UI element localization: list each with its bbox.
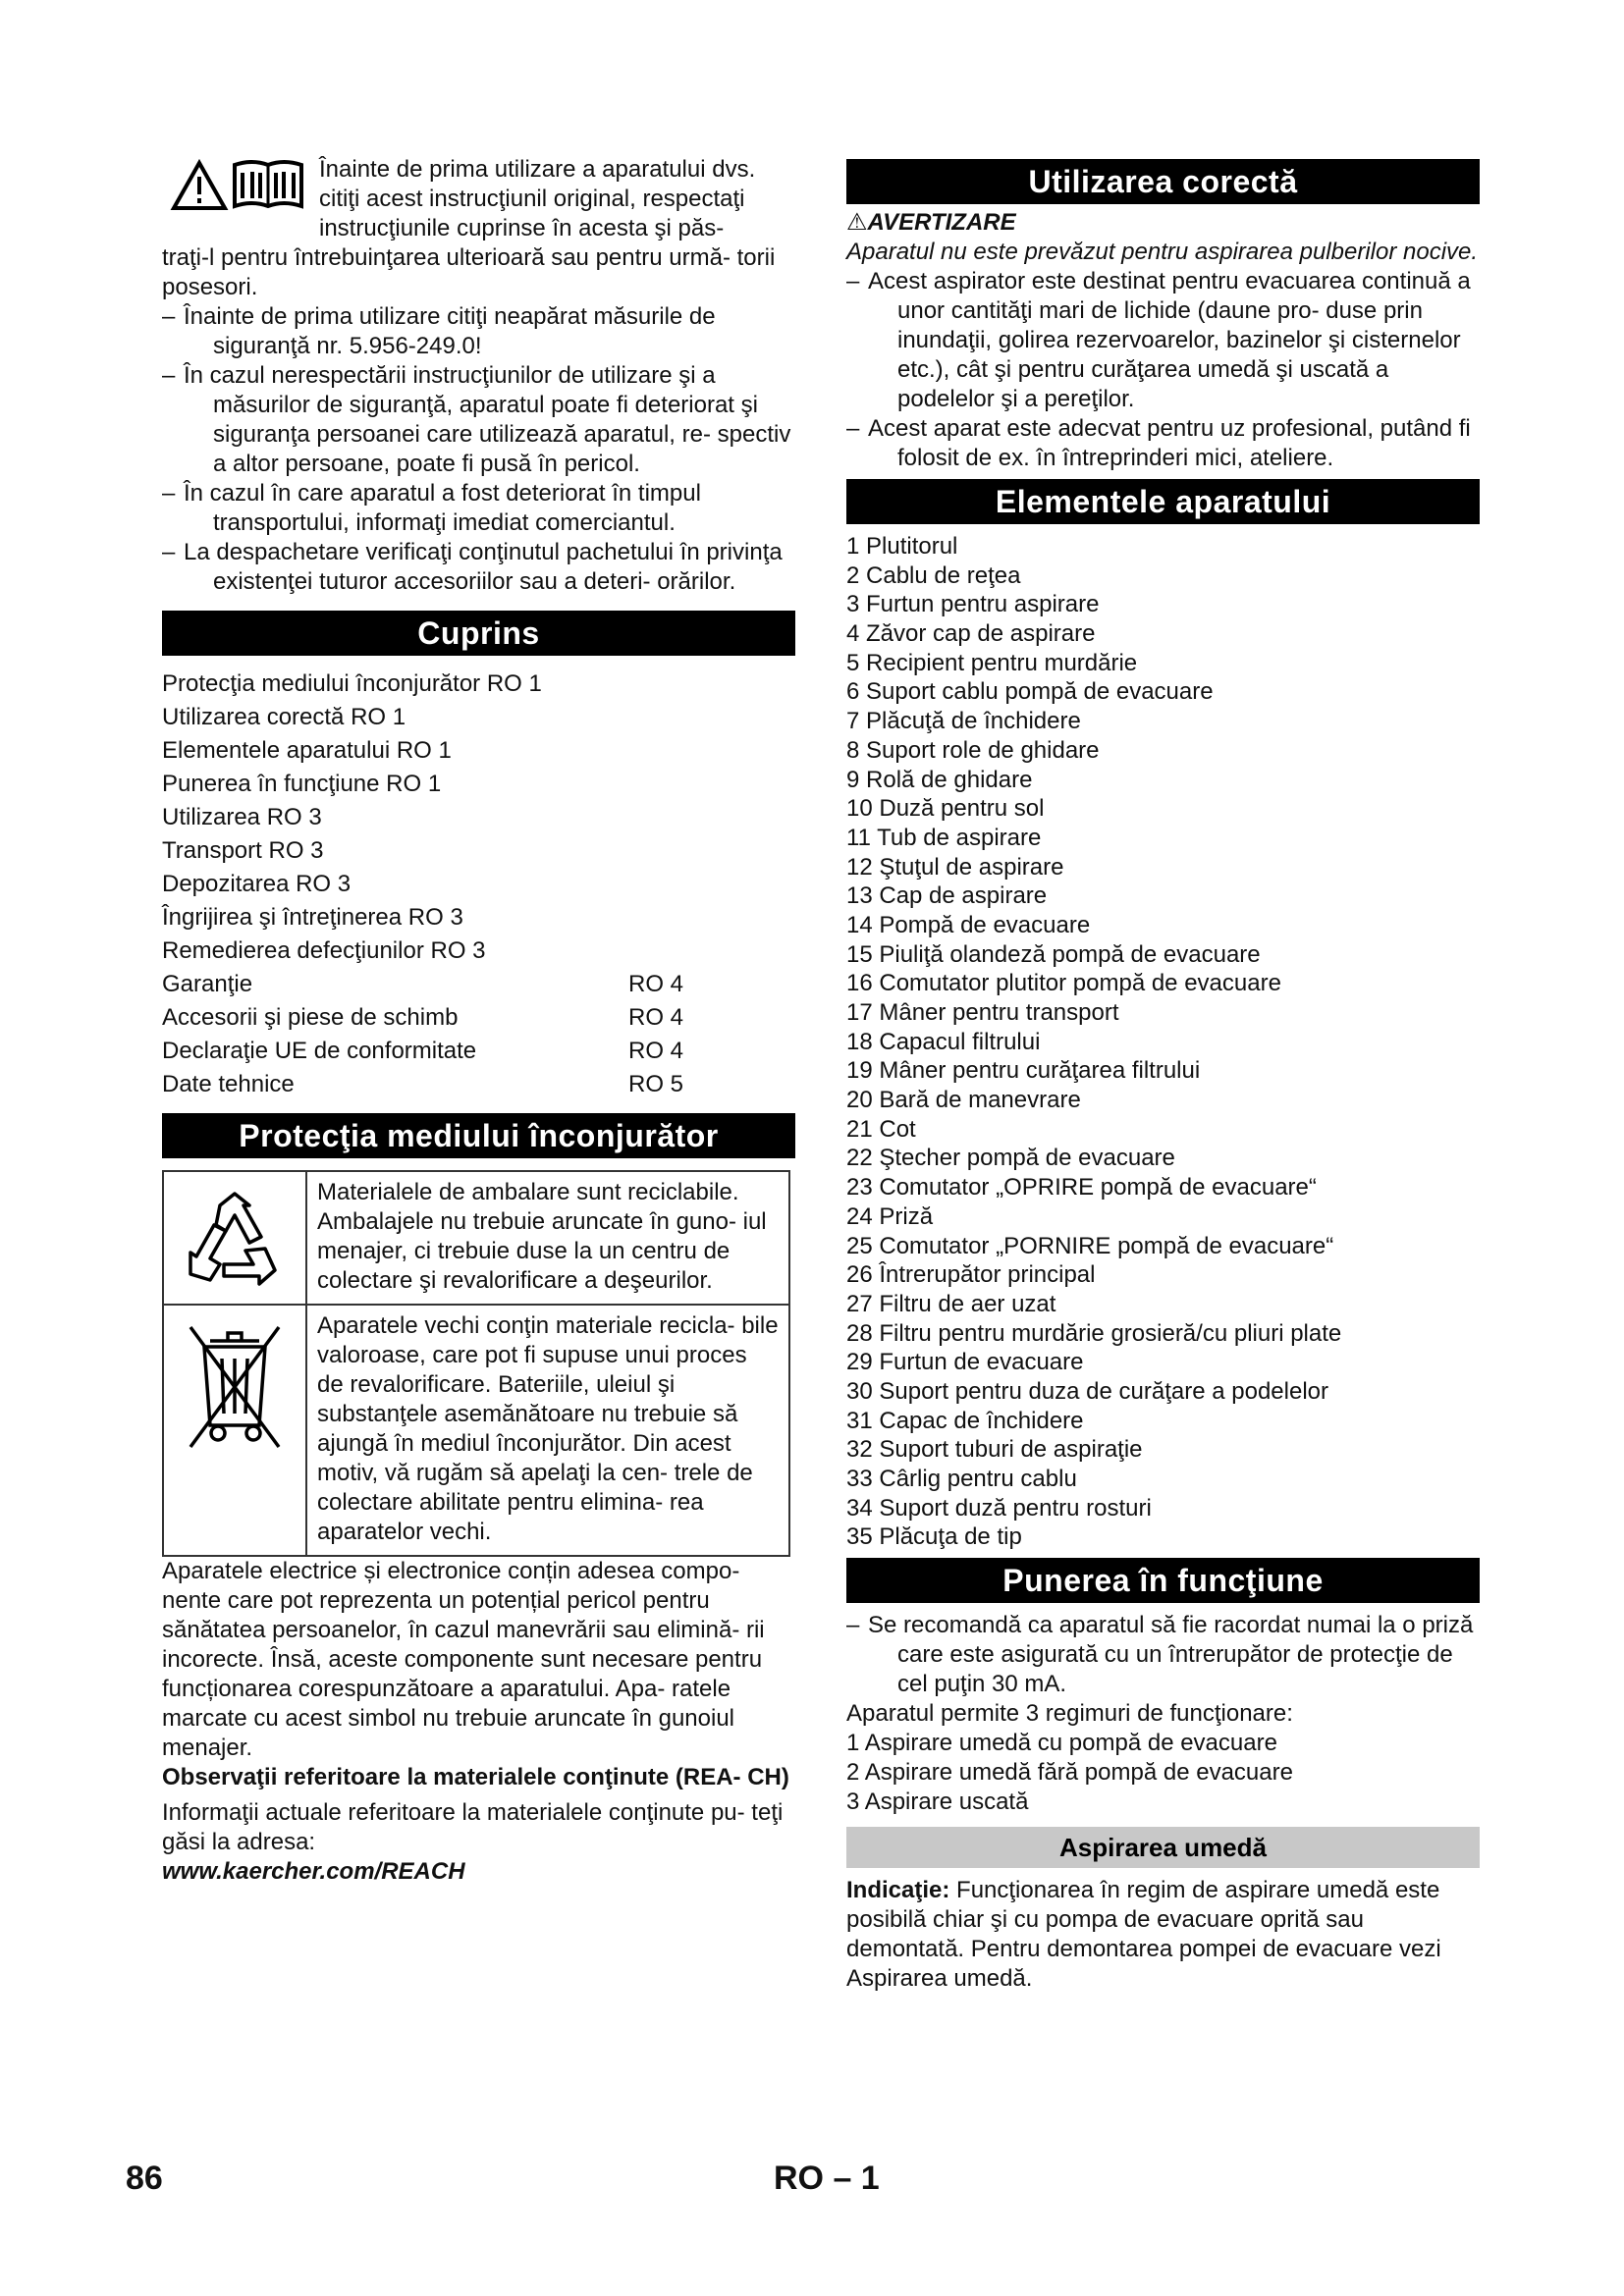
intro-section (162, 155, 795, 597)
toc-entry[interactable] (162, 968, 795, 1001)
left-column (162, 155, 795, 1887)
list-item: 17 Mâner pentru transport (846, 999, 1119, 1026)
wet-heading: Aspirarea umedă (846, 1827, 1480, 1868)
toc-entry-page: RO 4 (628, 971, 684, 997)
warning-triangle-icon (174, 163, 225, 208)
list-item: 19 Mâner pentru curăţarea filtrului (846, 1057, 1201, 1085)
reach-heading: Observaţii referitoare la materialele conţinute (REA- CH) (162, 1764, 789, 1790)
toc-entry-title: Accesorii şi piese de schimb (162, 1004, 459, 1031)
toc-entry[interactable]: Remedierea defecţiunilor RO 3 (162, 937, 486, 964)
intro-icons (170, 155, 307, 214)
warning-line (846, 208, 1480, 238)
list-item: 33 Cârlig pentru cablu (846, 1466, 1077, 1492)
list-item: 9 Rolă de ghidare (846, 766, 1033, 793)
list-item: 7 Plăcuţă de închidere (846, 708, 1081, 735)
list-item: 31 Capac de închidere (846, 1407, 1084, 1434)
recycle-text: Materialele de ambalare sunt reciclabile. Ambalajele nu trebuie aruncate în guno- iul menajer, ci trebuie duse la un centru de colectare şi revalorificare a deşeurilor. (306, 1171, 789, 1305)
list-item: 1 Plutitorul (846, 533, 958, 560)
list-item: 2 Cablu de reţea (846, 561, 1021, 589)
reach-link[interactable]: www.kaercher.com/REACH (162, 1858, 465, 1885)
electrical-text: Aparatele electrice și electronice conțin adesea compo- nente care pot reprezenta un potențial pericol pentru sănătatea persoanelor, în cazul manevrării sau elimină- rii incorecte. Însă, aceste componente sunt necesare pentru funcționarea corespunzătoare a aparatului. Apa- ratele marcate cu acest simbol nu trebuie aruncate în gunoiul menajer. (162, 1558, 765, 1761)
usage-bullet-text: Acest aspirator este destinat pentru evacuarea continuă a unor cantităţi mari de lichide (daune pro- duse prin inundaţii, golirea rezervoarelor, bazinelor şi cisternelor etc.), cât şi pentru curăţarea umedă şi uscată a podelelor şi a pereţilor. (868, 268, 1471, 412)
list-item: 12 Ştuţul de aspirare (846, 853, 1064, 881)
list-item: 16 Comutator plutitor pompă de evacuare (846, 970, 1281, 997)
startup-bullet-text: Se recomandă ca aparatul să fie racordat numai la o priză care este asigurată cu un întrerupător de protecţie de cel puţin 30 mA. (868, 1612, 1474, 1698)
elements-heading: Elementele aparatului (846, 479, 1480, 524)
weee-icon-cell (163, 1305, 306, 1556)
toc-entry[interactable] (162, 1068, 795, 1101)
toc-entry[interactable] (162, 1035, 795, 1068)
list-item: 28 Filtru pentru murdărie grosieră/cu pliuri plate (846, 1319, 1342, 1347)
wet-note (846, 1876, 1480, 1994)
usage-bullet: – Acest aspirator este destinat pentru evacuarea continuă a unor cantităţi mari de lichide (daune pro- duse prin inundaţii, golirea rezervoarelor, bazinelor şi cisternelor etc.), cât şi pentru curăţarea umedă şi uscată a podelelor şi a pereţilor. (846, 268, 1471, 412)
page-number: 86 (126, 2160, 163, 2197)
modes-intro: Aparatul permite 3 regimuri de funcţionare: (846, 1700, 1293, 1728)
toc-entry[interactable]: Utilizarea RO 3 (162, 804, 322, 830)
toc-entry-title: Garanţie (162, 971, 253, 997)
list-item: 15 Piuliţă olandeză pompă de evacuare (846, 940, 1261, 968)
list-item: 23 Comutator „OPRIRE pompă de evacuare“ (846, 1174, 1317, 1201)
list-item: 20 Bară de manevrare (846, 1087, 1081, 1114)
intro-bullet-text: În cazul în care aparatul a fost deteriorat în timpul transportului, informaţi imediat comerciantul. (184, 480, 701, 536)
crossed-bin-icon (181, 1319, 289, 1467)
toc-entry[interactable]: Transport RO 3 (162, 837, 324, 864)
recycle-icon (181, 1186, 289, 1294)
toc-entry-title: Date tehnice (162, 1071, 295, 1097)
intro-bullet-text: Înainte de prima utilizare citiţi neapărat măsurile de siguranţă nr. 5.956-249.0! (184, 303, 716, 359)
list-item: 18 Capacul filtrului (846, 1028, 1041, 1055)
list-item: 32 Suport tuburi de aspiraţie (846, 1436, 1143, 1464)
toc-entry[interactable]: Punerea în funcţiune RO 1 (162, 771, 442, 797)
list-item: 14 Pompă de evacuare (846, 911, 1091, 938)
elements-list (846, 532, 1480, 1552)
list-item: 3 Furtun pentru aspirare (846, 591, 1100, 618)
intro-line-1: Înainte de prima utilizare a aparatului dvs. (319, 156, 756, 183)
reach-text: Informaţii actuale referitoare la materialele conţinute pu- teţi găsi la adresa: (162, 1799, 784, 1855)
note-label: Indicaţie: (846, 1877, 950, 1904)
list-item: 13 Cap de aspirare (846, 882, 1048, 910)
intro-text-rest: traţi-l pentru întrebuinţarea ulterioară sau pentru urmă- torii posesori. (162, 244, 776, 300)
note-text: Funcţionarea în regim de aspirare umedă este posibilă chiar şi cu pompa de evacuare oprită sau demontată. Pentru demontarea pompei de evacuare vezi Aspirarea umedă. (846, 1877, 1441, 1993)
list-item: 35 Plăcuţa de tip (846, 1523, 1022, 1551)
intro-bullet-text: La despachetare verificaţi conţinutul pachetului în privinţa existenţei tuturor accesoriilor sau a deteri- orărilor. (184, 539, 783, 595)
environment-table (162, 1170, 790, 1557)
usage-bullet: – Acest aparat este adecvat pentru uz profesional, putând fi folosit de ex. în întreprinderi mici, ateliere. (846, 415, 1471, 471)
mode-item: 2 Aspirare umedă fără pompă de evacuare (846, 1759, 1293, 1787)
list-item: 29 Furtun de evacuare (846, 1349, 1084, 1376)
list-item: 10 Duză pentru sol (846, 795, 1045, 823)
intro-line-2: citiţi acest instrucţiunil original, respectaţi (319, 186, 745, 212)
intro-bullet: – Înainte de prima utilizare citiţi neapărat măsurile de siguranţă nr. 5.956-249.0! (162, 303, 716, 359)
toc-entry[interactable]: Îngrijirea şi întreţinerea RO 3 (162, 904, 463, 931)
intro-bullet: – În cazul în care aparatul a fost deteriorat în timpul transportului, informaţi imediat comerciantul. (162, 480, 701, 536)
warning-text: Aparatul nu este prevăzut pentru aspirarea pulberilor nocive. (846, 239, 1479, 265)
list-item: 25 Comutator „PORNIRE pompă de evacuare“ (846, 1232, 1334, 1259)
intro-bullet: – În cazul nerespectării instrucţiunilor de utilizare şi a măsurilor de siguranţă, aparatul poate fi deteriorat şi siguranţa persoanei care utilizează aparatul, re- spectiv a altor persoane, poate fi pusă în pericol. (162, 362, 791, 477)
usage-heading: Utilizarea corectă (846, 159, 1480, 204)
list-item: 22 Ştecher pompă de evacuare (846, 1145, 1175, 1172)
mode-item: 1 Aspirare umedă cu pompă de evacuare (846, 1730, 1277, 1757)
toc-list (162, 667, 795, 1101)
usage-bullet-text: Acest aparat este adecvat pentru uz profesional, putând fi folosit de ex. în întreprinderi mici, ateliere. (868, 415, 1471, 471)
toc-entry[interactable]: Utilizarea corectă RO 1 (162, 704, 406, 730)
list-item: 24 Priză (846, 1202, 934, 1230)
manual-book-icon (235, 162, 301, 206)
toc-entry-page: RO 5 (628, 1071, 684, 1097)
startup-bullet: – Se recomandă ca aparatul să fie racordat numai la o priză care este asigurată cu un întrerupător de protecţie de cel puţin 30 mA. (846, 1612, 1474, 1698)
list-item: 4 Zăvor cap de aspirare (846, 620, 1096, 648)
weee-text: Aparatele vechi conţin materiale recicla- bile valoroase, care pot fi supuse unui proces de revalorificare. Bateriile, uleiul şi substanţele asemănătoare nu trebuie să ajungă în mediul înconjurător. Din acest motiv, vă rugăm să apelaţi la cen- trele de colectare abilitate pentru elimina- rea aparatelor vechi. (306, 1305, 789, 1556)
startup-heading: Punerea în funcţiune (846, 1558, 1480, 1603)
list-item: 11 Tub de aspirare (846, 824, 1042, 851)
list-item: 34 Suport duză pentru rosturi (846, 1494, 1152, 1522)
intro-bullet: – La despachetare verificaţi conţinutul pachetului în privinţa existenţei tuturor accesoriilor sau a deteri- orărilor. (162, 539, 783, 595)
list-item: 21 Cot (846, 1115, 916, 1143)
mode-item: 3 Aspirare uscată (846, 1789, 1029, 1816)
warning-sign-icon: ⚠ (846, 209, 868, 236)
toc-entry-page: RO 4 (628, 1038, 684, 1064)
list-item: 30 Suport pentru duza de curăţare a podelelor (846, 1377, 1329, 1405)
list-item: 6 Suport cablu pompă de evacuare (846, 678, 1214, 706)
warning-label: AVERTIZARE (867, 209, 1016, 236)
environment-heading: Protecţia mediului înconjurător (162, 1113, 795, 1158)
toc-entry-page: RO 4 (628, 1004, 684, 1031)
toc-entry-title: Declaraţie UE de conformitate (162, 1038, 477, 1064)
intro-line-3: instrucţiunile cuprinse în acesta şi păs- (319, 215, 725, 241)
list-item: 27 Filtru de aer uzat (846, 1290, 1056, 1317)
intro-bullet-text: În cazul nerespectării instrucţiunilor de utilizare şi a măsurilor de siguranţă, aparatul poate fi deteriorat şi siguranţa persoanei care utilizează aparatul, re- spectiv a altor persoane, poate fi pusă în pericol. (184, 362, 791, 477)
toc-heading: Cuprins (162, 611, 795, 656)
toc-entry[interactable]: Elementele aparatului RO 1 (162, 737, 452, 764)
list-item: 26 Întrerupător principal (846, 1261, 1096, 1289)
toc-entry[interactable] (162, 1001, 795, 1035)
list-item: 8 Suport role de ghidare (846, 736, 1100, 764)
right-column (846, 159, 1480, 1994)
list-item: 5 Recipient pentru murdărie (846, 649, 1138, 676)
recycle-icon-cell (163, 1171, 306, 1305)
section-code: RO – 1 (774, 2160, 880, 2197)
toc-entry[interactable]: Depozitarea RO 3 (162, 871, 352, 897)
toc-entry[interactable]: Protecţia mediului înconjurător RO 1 (162, 670, 542, 697)
